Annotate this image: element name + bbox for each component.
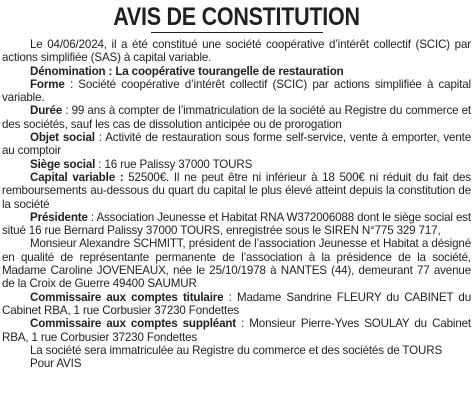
commissaire-suppleant-label: Commissaire aux comptes suppléant [30, 317, 237, 331]
presidente-text: : Association Jeunesse et Habitat RNA W372006088 dont le siège social est situé 16 rue Bernard Palissy 37000 TOURS, enregistrée sous le SIREN N°775 329 717, [2, 210, 471, 238]
forme-paragraph [2, 78, 471, 105]
denomination-label: Dénomination : La coopérative tourangelle de restauration [30, 64, 344, 78]
capital-label: Capital variable : [30, 170, 124, 184]
capital-paragraph [2, 171, 471, 211]
duree-label: Durée [30, 104, 63, 118]
siege-text: : 16 rue Palissy 37000 TOURS [95, 157, 253, 171]
commissaire-suppleant-paragraph [2, 317, 471, 344]
siege-paragraph [2, 158, 471, 171]
capital-text: 52500€. Il ne peut être ni inférieur à 18 500€ ni réduit du fait des remboursements au-dessous du quart du capital le plus élevé atteint depuis la constitution de la société [2, 170, 471, 211]
presidente-paragraph [2, 211, 471, 238]
forme-text: : Société coopérative d’intérêt collectif (SCIC) par actions simplifiée à capital variable. [2, 77, 471, 105]
intro-paragraph: Le 04/06/2024, il a été constitué une société coopérative d’intérêt collectif (SCIC) par actions simplifiée (SAS) à capital variable. [2, 38, 471, 65]
title-underline [151, 32, 323, 33]
duree-paragraph [2, 104, 471, 131]
closing-paragraph: Pour AVIS [30, 357, 82, 371]
presidente-label: Présidente [30, 210, 88, 224]
representant-paragraph: Monsieur Alexandre SCHMITT, président de l’association Jeunesse et Habitat a désigné en qualité de représentante permanente de l’association à la présidence de la société, Madame Caroline JOVENEAUX, née le 25/10/1978 à NANTES (44), demeurant 77 avenue de la Croix de Guerre 49400 SAUMUR [2, 237, 471, 291]
immatriculation-paragraph: La société sera immatriculée au Registre du commerce et des sociétés de TOURS [30, 343, 443, 357]
objet-text: : Activité de restauration sous forme self-service, vente à emporter, vente au comptoir [2, 131, 472, 158]
denomination-paragraph [2, 65, 471, 78]
commissaire-titulaire-paragraph [2, 291, 471, 318]
commissaire-titulaire-label: Commissaire aux comptes titulaire [30, 290, 224, 304]
commissaire-titulaire-text: : Madame Sandrine FLEURY du CABINET du Cabinet RBA, 1 rue Corbusier 37230 Fondettes [2, 290, 471, 317]
duree-text: : 99 ans à compter de l’immatriculation de la société au Registre du commerce et des sociétés, sauf les cas de dissolution anticipée ou de prorogation [2, 104, 471, 131]
objet-paragraph [2, 131, 471, 158]
commissaire-suppleant-text: : Monsieur Pierre-Yves SOULAY du Cabinet RBA, 1 rue Corbusier 37230 Fondettes [2, 317, 471, 344]
forme-label: Forme [30, 77, 65, 91]
notice-title: AVIS DE CONSTITUTION [113, 3, 360, 31]
notice-body [2, 38, 471, 370]
siege-label: Siège social [30, 157, 96, 171]
objet-label: Objet social [30, 131, 95, 145]
